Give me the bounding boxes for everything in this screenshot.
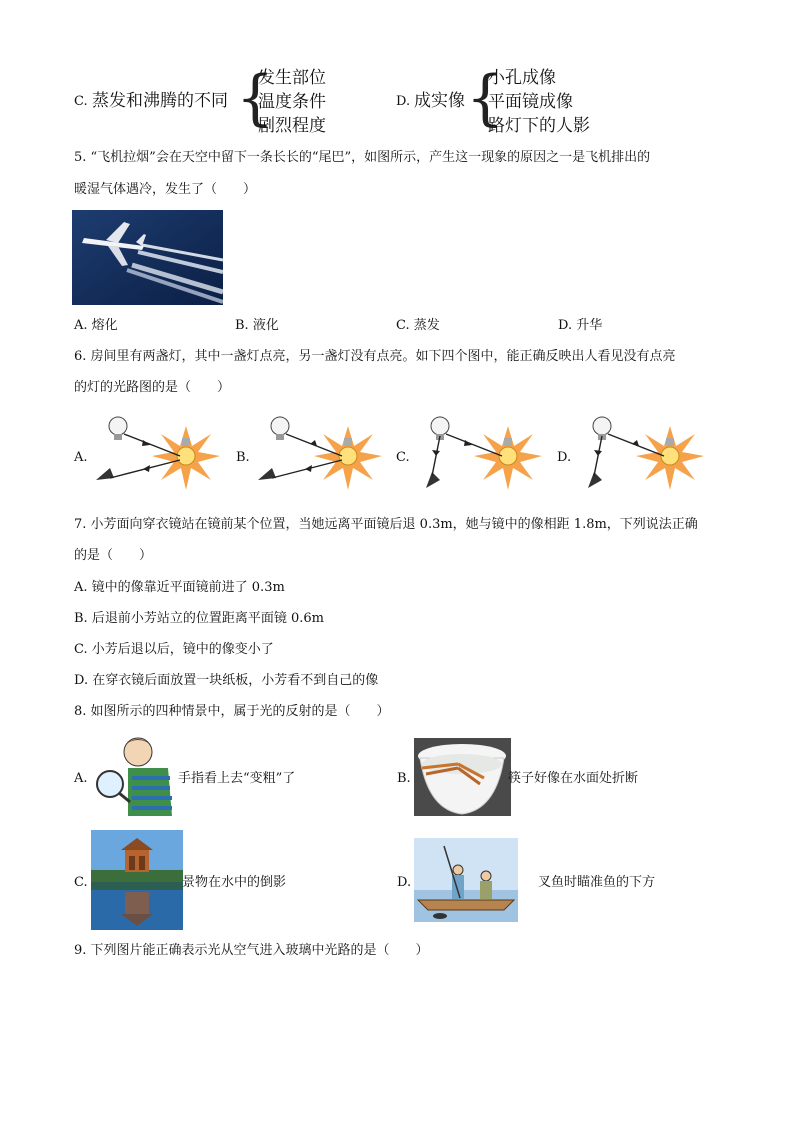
- q7-option: C. 小芳后退以后，镜中的像变小了: [74, 642, 274, 657]
- q6-line1: 6. 房间里有两盏灯，其中一盏灯点亮，另一盏灯没有点亮。如下四个图中，能正确反映出人看见没有点亮: [74, 349, 676, 364]
- q7-line1: 7. 小芳面向穿衣镜站在镜前某个位置，当她远离平面镜后退 0.3m，她与镜中的像相距 1.8m，下列说法正确: [74, 517, 698, 532]
- q6-label: A.: [74, 450, 88, 465]
- q6-line2: 的灯的光路图的是（ ）: [74, 380, 231, 395]
- unlit-bulb-icon: [109, 417, 127, 440]
- q6-label: D.: [557, 450, 572, 465]
- pavilion-reflection-image: [91, 830, 183, 930]
- q4-c-letter: C.: [74, 94, 88, 109]
- q7-line2: 的是（ ）: [74, 548, 153, 563]
- q7-option: B. 后退前小芳站立的位置距离平面镜 0.6m: [74, 611, 324, 626]
- chopsticks-in-bowl-image: [414, 738, 511, 816]
- q6-label: C.: [396, 450, 410, 465]
- q4-d-item: 平面镜成像: [488, 92, 573, 112]
- q8-caption: 叉鱼时瞄准鱼的下方: [538, 875, 656, 890]
- q5-line2: 暖湿气体遇冷，发生了（ ）: [74, 182, 257, 197]
- q5-option: D. 升华: [558, 318, 603, 333]
- q7-option: A. 镜中的像靠近平面镜前进了 0.3m: [74, 580, 285, 595]
- q6-diagram-c: [410, 408, 550, 498]
- q5-option: A. 熔化: [74, 318, 118, 333]
- q4-d-item: 小孔成像: [488, 68, 556, 88]
- lit-bulb-icon: [152, 426, 220, 490]
- q8-caption: 景物在水中的倒影: [182, 875, 287, 890]
- q4-d-letter: D.: [396, 94, 411, 109]
- q8-label: D.: [397, 875, 412, 890]
- q5-option: B. 液化: [235, 318, 279, 333]
- unlit-bulb-icon: [271, 417, 289, 440]
- q5-option: C. 蒸发: [396, 318, 440, 333]
- q4-c-item: 剧烈程度: [258, 116, 326, 136]
- q4-c-brace: {: [236, 63, 275, 133]
- q8-label: A.: [74, 771, 88, 786]
- q5-line1: 5. “飞机拉烟”会在天空中留下一条长长的“尾巴”，如图所示，产生这一现象的原因之一是飞机排出的: [74, 150, 651, 165]
- q8-label: C.: [74, 875, 88, 890]
- q6-label: B.: [236, 450, 250, 465]
- lit-bulb-icon: [314, 426, 382, 490]
- lit-bulb-icon: [474, 426, 542, 490]
- q4-d-stem: 成实像: [414, 91, 465, 111]
- q9-stem: 9. 下列图片能正确表示光从空气进入玻璃中光路的是（ ）: [74, 943, 429, 958]
- q4-c-item: 温度条件: [258, 92, 326, 112]
- q6-diagram-d: [572, 408, 712, 498]
- q8-caption: 手指看上去“变粗”了: [178, 771, 296, 786]
- q4-c-stem: 蒸发和沸腾的不同: [92, 91, 228, 111]
- lit-bulb-icon: [636, 426, 704, 490]
- magnifying-glass-boy-image: [88, 732, 172, 816]
- q4-d-brace: {: [466, 63, 505, 133]
- q8-caption: 筷子好像在水面处折断: [508, 771, 639, 786]
- airplane-contrail-image: [72, 210, 223, 305]
- q8-label: B.: [397, 771, 411, 786]
- q8-stem: 8. 如图所示的四种情景中，属于光的反射的是（ ）: [74, 704, 390, 719]
- q6-diagram-b: [250, 408, 390, 498]
- q7-option: D. 在穿衣镜后面放置一块纸板，小芳看不到自己的像: [74, 673, 379, 688]
- q4-c-item: 发生部位: [258, 68, 326, 88]
- spearfishing-boat-image: [414, 838, 518, 922]
- q6-diagram-a: [88, 408, 228, 498]
- q4-d-item: 路灯下的人影: [488, 116, 590, 136]
